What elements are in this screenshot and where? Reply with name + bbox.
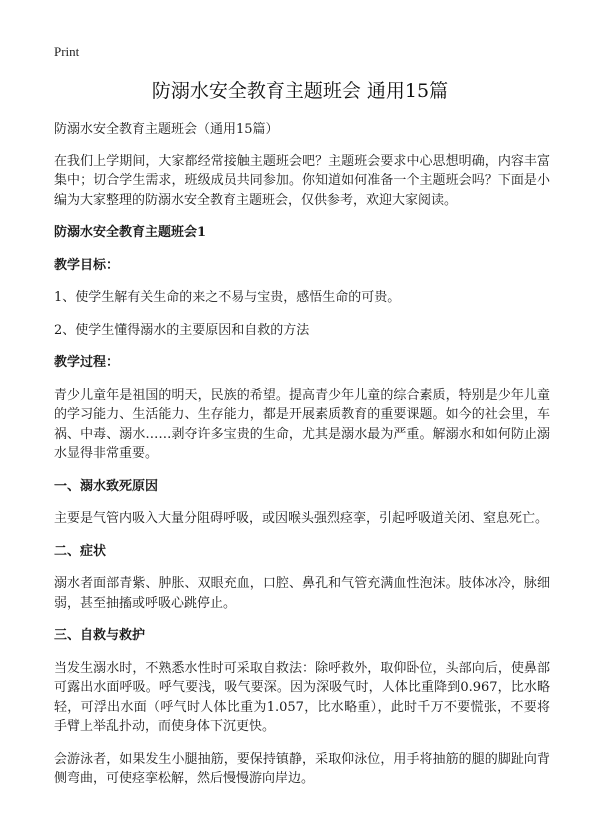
section-title: 防溺水安全教育主题班会1 [54, 225, 207, 240]
symptom-paragraph: 溺水者面部青紫、肿胀、双眼充血，口腔、鼻孔和气管充满血性泡沫。肢体冰冷，脉细弱，甚至抽搐或呼吸心跳停止。 [54, 576, 550, 611]
rescue-paragraph-2: 会游泳者，如果发生小腿抽筋，要保持镇静，采取仰泳位，用手将抽筋的腿的脚趾向背侧弯曲，可使痉挛松解，然后慢慢游向岸边。 [54, 751, 550, 786]
process-paragraph: 青少儿童年是祖国的明天，民族的希望。提高青少年儿童的综合素质，特别是少年儿童的学习能力、生活能力、生存能力，都是开展素质教育的重要课题。如今的社会里，车祸、中毒、溺水……剥夺许多宝贵的生命，尤其是溺水最为严重。解溺水和如何防止溺水显得非常重要。 [54, 387, 550, 461]
goals-heading: 教学目标： [54, 257, 120, 273]
cause-paragraph: 主要是气管内吸入大量分阻碍呼吸，或因喉头强烈痉挛，引起呼吸道关闭、窒息死亡。 [54, 511, 549, 526]
cause-heading: 一、溺水致死原因 [54, 478, 159, 494]
document-subtitle: 防溺水安全教育主题班会（通用15篇） [54, 122, 279, 137]
document-body [54, 120, 550, 802]
rescue-paragraph-1: 当发生溺水时，不熟悉水性时可采取自救法：除呼救外，取仰卧位，头部向后，使鼻部可露出水面呼吸。呼气要浅，吸气要深。因为深吸气时，人体比重降到0.967，比水略轻，可浮出水面（呼气时人体比重为1.057，比水略重），此时千万不要慌张，不要将手臂上举乱扑动，而使身体下沉更快。 [54, 660, 550, 734]
document-title: 防溺水安全教育主题班会 通用15篇 [151, 80, 449, 102]
rescue-heading: 三、自救与救护 [54, 628, 146, 643]
intro-paragraph: 在我们上学期间，大家都经常接触主题班会吧？主题班会要求中心思想明确，内容丰富集中；切合学生需求，班级成员共同参加。你知道如何准备一个主题班会吗？下面是小编为大家整理的防溺水安全教育主题班会，仅供参考，欢迎大家阅读。 [54, 153, 550, 208]
process-heading: 教学过程： [54, 355, 120, 370]
print-link[interactable]: Print [54, 44, 80, 59]
goal-item-2: 2、使学生懂得溺水的主要原因和自救的方法 [54, 322, 310, 338]
symptom-heading: 二、症状 [54, 543, 107, 559]
goal-item-1: 1、使学生解有关生命的来之不易与宝贵，感悟生命的可贵。 [54, 290, 401, 305]
